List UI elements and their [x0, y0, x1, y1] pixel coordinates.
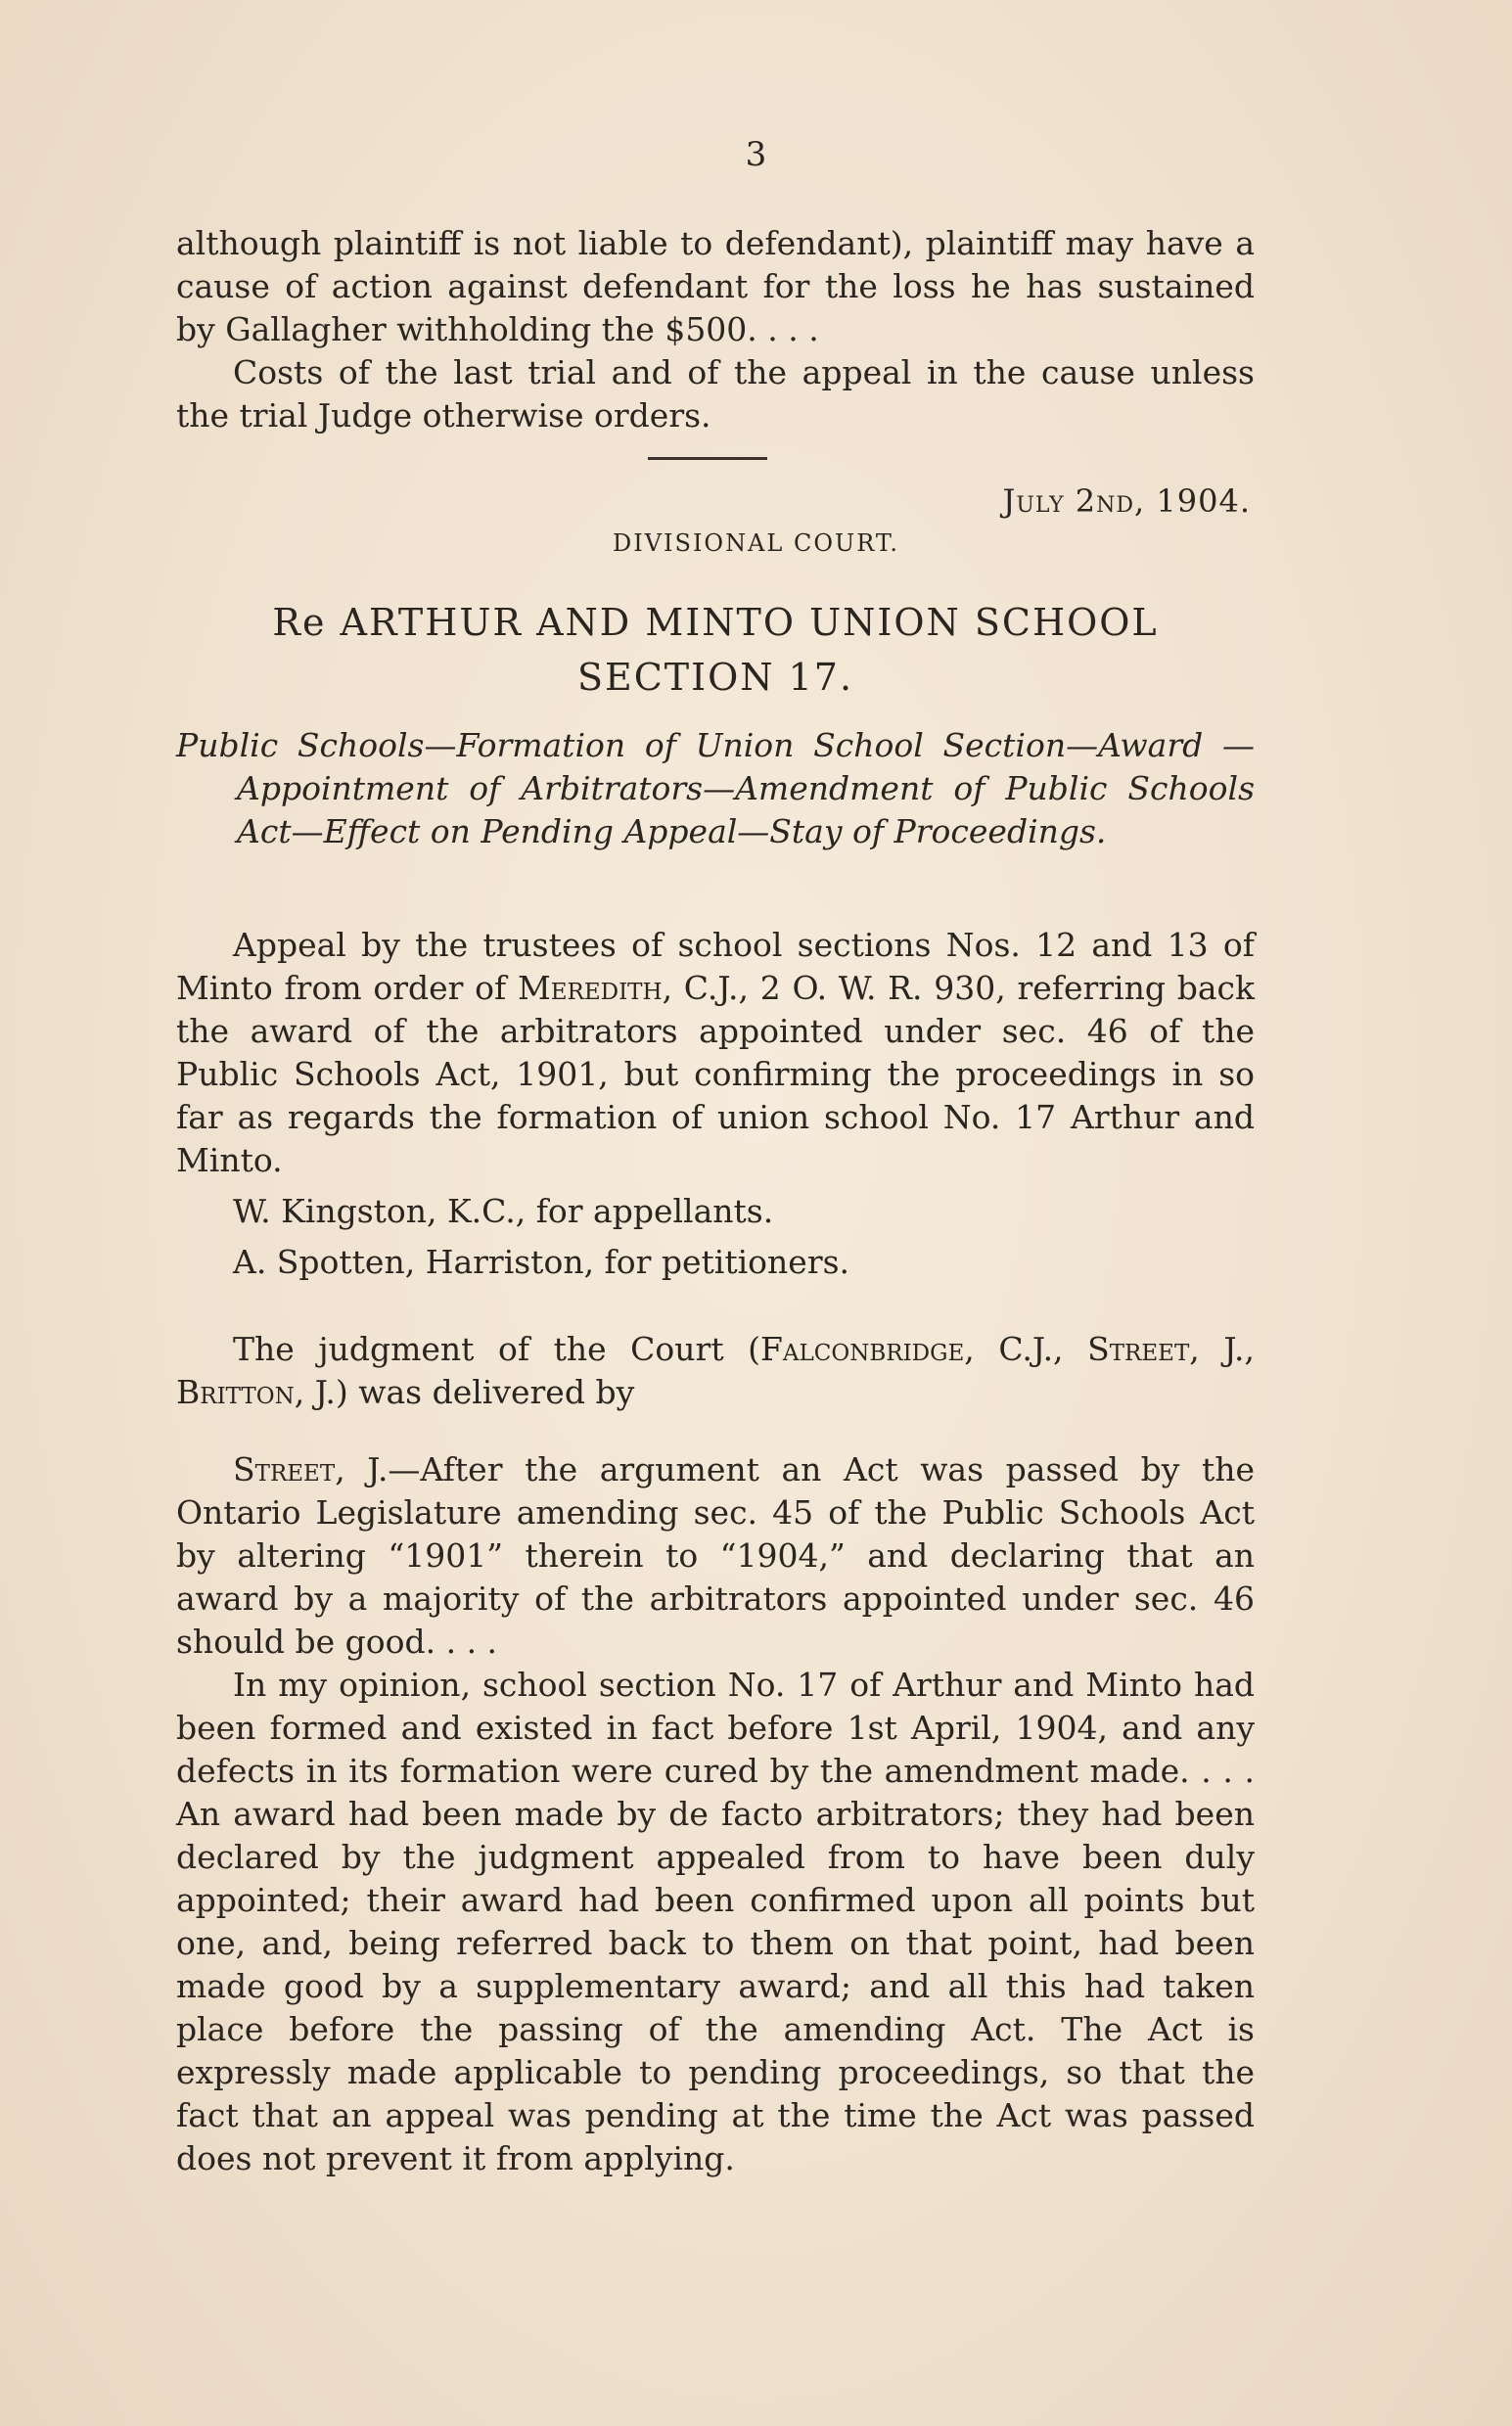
judgment-intro-part4: , J.) was delivered by [294, 1373, 635, 1411]
section-divider [648, 457, 767, 460]
appeal-block [176, 924, 1255, 1284]
appeal-text-start: Appeal by the trustees of school sections Nos. 12 and 13 of Minto from order of [176, 926, 1255, 1007]
page-number: 3 [745, 135, 767, 174]
judgment-intro-block [176, 1328, 1255, 1414]
judgment-intro-part2: , C.J., [964, 1330, 1088, 1368]
decision-date: July 2nd, 1904. [1002, 482, 1251, 520]
judge-name: Street [233, 1450, 336, 1488]
judge-name: Britton [176, 1373, 295, 1411]
opinion-block [176, 1448, 1255, 2180]
judge-name: Street [1087, 1330, 1190, 1368]
judge-name: Falconbridge [760, 1330, 965, 1368]
opinion-paragraph-2: In my opinion, school section No. 17 of Arthur and Minto had been formed and existed in fact before 1st April, 1904, and any defects in its formation were cured by the amendment made. . . . An award had been made by de facto arbitrators; they had been declared by the judgment appealed from to have been duly appointed; their award had been confirmed upon all points but one, and, being referred back to them on that point, had been made good by a supplementary award; and all this had taken place before the passing of the amending Act. The Act is expressly made applicable to pending proceedings, so that the fact that an appeal was pending at the time the Act was passed does not prevent it from applying. [176, 1666, 1255, 2177]
judgment-intro-part1: The judgment of the Court ( [233, 1330, 761, 1368]
case-title: Re ARTHUR AND MINTO UNION SCHOOL SECTION 17. [272, 601, 1159, 699]
headnote: Public Schools—Formation of Union School Section—Award —Appointment of Arbitrators—Amendment of Public Schools Act—Effect on Pending Appeal—Stay of Proceedings. [176, 726, 1255, 850]
opening-paragraph: although plaintiff is not liable to defendant), plaintiff may have a cause of action against defendant for the loss he has sustained by Gallagher withholding the $500. . . . [176, 224, 1255, 348]
counsel-appellants: W. Kingston, K.C., for appellants. [233, 1192, 774, 1230]
appeal-paragraph [176, 924, 1255, 1182]
opinion-text: , J.—After the argument an Act was passed by the Ontario Legislature amending sec. 45 of the Public Schools Act by altering “1901” therein to “1904,” and declaring that an award by a majority of the arbitrators appointed under sec. 46 should be good. . . . [176, 1450, 1255, 1661]
costs-paragraph: Costs of the last trial and of the appeal in the cause unless the trial Judge otherwise orders. [176, 353, 1255, 435]
court-name: DIVISIONAL COURT. [612, 529, 900, 557]
counsel-petitioners: A. Spotten, Harriston, for petitioners. [233, 1243, 850, 1281]
judge-name: Meredith [517, 969, 663, 1007]
judgment-intro [176, 1328, 1255, 1414]
opinion-paragraph-1 [176, 1448, 1255, 1664]
opening-block [176, 222, 1255, 437]
appeal-text-end: , C.J., 2 O. W. R. 930, referring back the award of the arbitrators appointed under sec. 46 of the Public Schools Act, 1901, but confirming the proceedings in so far as regards the formation of union school No. 17 Arthur and Minto. [176, 969, 1255, 1179]
judgment-intro-part3: , J., [1189, 1330, 1255, 1368]
